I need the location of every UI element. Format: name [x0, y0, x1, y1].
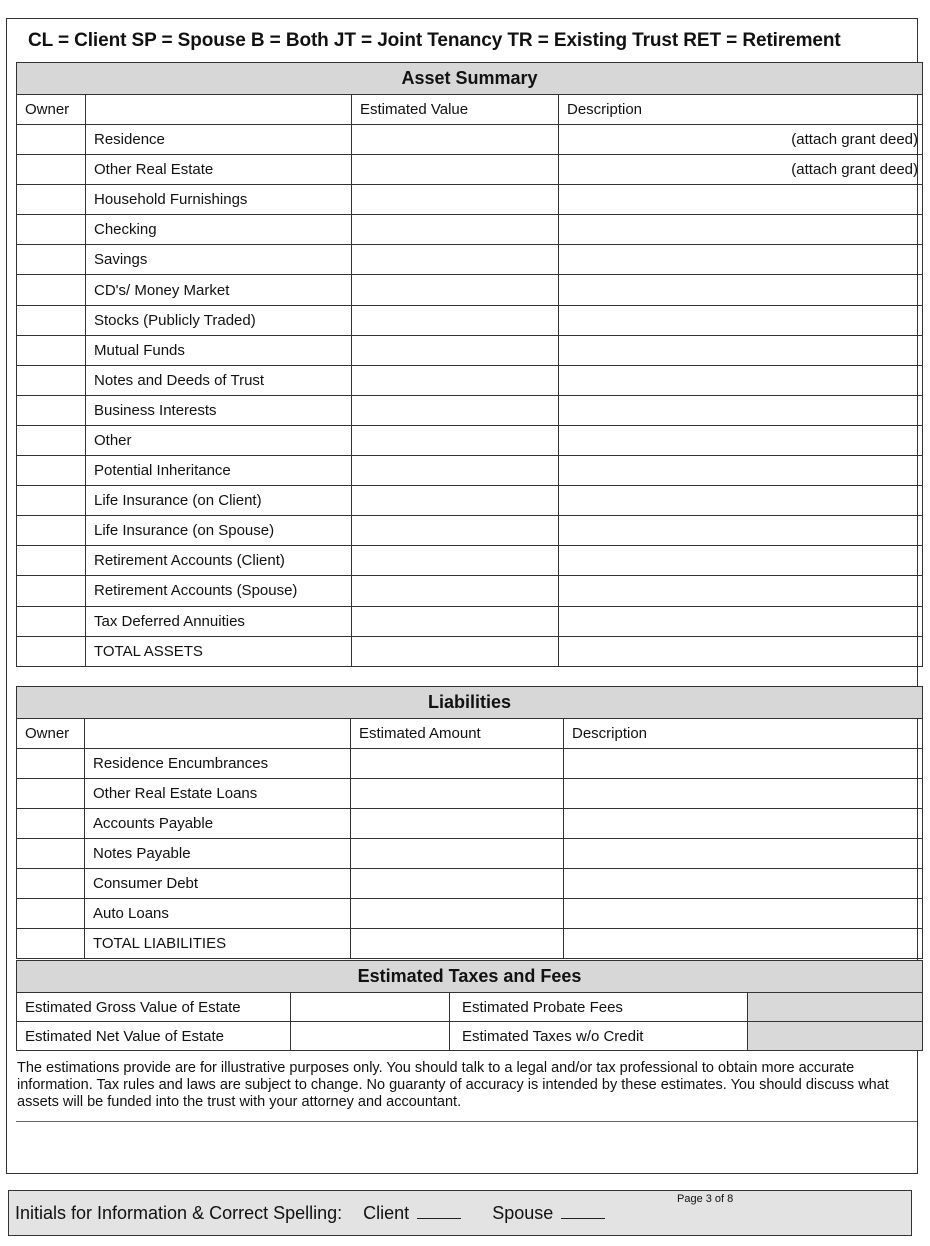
asset-row: [17, 516, 923, 546]
owner-cell[interactable]: [17, 335, 86, 365]
asset-label: Checking: [86, 215, 352, 245]
asset-label: Other: [86, 425, 352, 455]
asset-row: [17, 425, 923, 455]
estimated-value-cell[interactable]: [352, 576, 559, 606]
item-header: [85, 719, 351, 749]
asset-row: [17, 275, 923, 305]
taxes-wo-credit-field[interactable]: [748, 1022, 923, 1051]
estimated-value-cell[interactable]: [352, 185, 559, 215]
asset-label: Other Real Estate: [86, 155, 352, 185]
estimated-amount-cell[interactable]: [351, 869, 564, 899]
estimated-amount-cell[interactable]: [351, 839, 564, 869]
estimated-value-cell[interactable]: [352, 125, 559, 155]
asset-row: [17, 155, 923, 185]
disclaimer-text: The estimations provide are for illustrative purposes only. You should talk to a legal and/or tax professional to obtain more accurate information. Tax rules and laws are subject to change. No guaranty of accuracy is intended by these estimates. You should discuss what assets will be funded into the trust with your attorney and accountant.: [17, 1060, 889, 1110]
divider: [16, 1121, 917, 1122]
asset-row: [17, 486, 923, 516]
owner-cell[interactable]: [17, 365, 86, 395]
estimated-value-cell[interactable]: [352, 456, 559, 486]
asset-summary-table: [16, 62, 923, 667]
description-cell[interactable]: [564, 779, 923, 809]
liability-label: TOTAL LIABILITIES: [85, 929, 351, 959]
asset-row: [17, 636, 923, 666]
liability-label: Other Real Estate Loans: [85, 779, 351, 809]
asset-row: [17, 305, 923, 335]
owner-cell[interactable]: [17, 516, 86, 546]
estimated-amount-cell[interactable]: [351, 899, 564, 929]
description-cell[interactable]: [559, 365, 923, 395]
gross-value-field[interactable]: [291, 993, 450, 1022]
description-cell[interactable]: [559, 636, 923, 666]
owner-cell[interactable]: [17, 809, 85, 839]
owner-cell[interactable]: [17, 636, 86, 666]
estimated-value-cell[interactable]: [352, 215, 559, 245]
estimated-value-cell[interactable]: [352, 365, 559, 395]
description-cell[interactable]: [559, 425, 923, 455]
initials-row: [15, 1203, 605, 1224]
spouse-initials-field[interactable]: [561, 1204, 605, 1219]
description-cell[interactable]: [559, 576, 923, 606]
asset-label: Potential Inheritance: [86, 456, 352, 486]
initials-footer: [8, 1190, 912, 1236]
description-cell[interactable]: [564, 809, 923, 839]
owner-cell[interactable]: [17, 486, 86, 516]
owner-cell[interactable]: [17, 155, 86, 185]
liability-label: Accounts Payable: [85, 809, 351, 839]
owner-cell[interactable]: [17, 395, 86, 425]
liability-row: [17, 869, 923, 899]
asset-row: [17, 185, 923, 215]
estimated-amount-cell[interactable]: [351, 929, 564, 959]
estimated-value-cell[interactable]: [352, 245, 559, 275]
spouse-initials-label: Spouse: [492, 1203, 554, 1223]
asset-row: [17, 125, 923, 155]
asset-label: Savings: [86, 245, 352, 275]
gross-value-label: Estimated Gross Value of Estate: [17, 993, 291, 1022]
description-cell[interactable]: [559, 486, 923, 516]
description-cell[interactable]: [564, 749, 923, 779]
estimated-value-cell[interactable]: [352, 486, 559, 516]
description-header: Description: [559, 95, 923, 125]
probate-fees-label: Estimated Probate Fees: [450, 993, 748, 1022]
owner-cell[interactable]: [17, 245, 86, 275]
owner-legend: CL = Client SP = Spouse B = Both JT = Joint Tenancy TR = Existing Trust RET = Retirement: [28, 30, 841, 51]
description-cell[interactable]: (attach grant deed): [559, 125, 923, 155]
owner-cell[interactable]: [17, 869, 85, 899]
owner-cell[interactable]: [17, 185, 86, 215]
taxes-fees-title: Estimated Taxes and Fees: [17, 961, 923, 993]
owner-cell[interactable]: [17, 275, 86, 305]
asset-row: [17, 576, 923, 606]
initials-label: Initials for Information & Correct Spelling:: [15, 1203, 343, 1223]
description-cell[interactable]: [559, 546, 923, 576]
description-cell[interactable]: [559, 245, 923, 275]
asset-row: [17, 245, 923, 275]
taxes-wo-credit-label: Estimated Taxes w/o Credit: [450, 1022, 748, 1051]
description-cell[interactable]: [559, 335, 923, 365]
owner-cell[interactable]: [17, 606, 86, 636]
asset-row: [17, 365, 923, 395]
description-cell[interactable]: [559, 456, 923, 486]
owner-header: Owner: [17, 95, 86, 125]
estimated-value-cell[interactable]: [352, 275, 559, 305]
owner-cell[interactable]: [17, 125, 86, 155]
asset-row: [17, 395, 923, 425]
estimated-value-cell[interactable]: [352, 395, 559, 425]
owner-cell[interactable]: [17, 576, 86, 606]
asset-label: Residence: [86, 125, 352, 155]
description-cell[interactable]: [559, 275, 923, 305]
estimated-value-header: Estimated Value: [352, 95, 559, 125]
asset-label: Retirement Accounts (Spouse): [86, 576, 352, 606]
liability-row: [17, 899, 923, 929]
estimated-value-cell[interactable]: [352, 606, 559, 636]
estimated-value-cell[interactable]: [352, 636, 559, 666]
description-cell[interactable]: (attach grant deed): [559, 155, 923, 185]
description-cell[interactable]: [559, 516, 923, 546]
item-header: [86, 95, 352, 125]
asset-row: [17, 456, 923, 486]
liabilities-table: [16, 686, 923, 959]
description-cell[interactable]: [564, 869, 923, 899]
probate-fees-field[interactable]: [748, 993, 923, 1022]
liability-label: Notes Payable: [85, 839, 351, 869]
description-cell[interactable]: [559, 185, 923, 215]
description-cell[interactable]: [564, 929, 923, 959]
asset-label: Retirement Accounts (Client): [86, 546, 352, 576]
owner-cell[interactable]: [17, 749, 85, 779]
estimated-value-cell[interactable]: [352, 425, 559, 455]
client-initials-label: Client: [363, 1203, 410, 1223]
owner-cell[interactable]: [17, 425, 86, 455]
estimated-value-cell[interactable]: [352, 335, 559, 365]
taxes-fees-table: [16, 960, 923, 1051]
asset-label: Business Interests: [86, 395, 352, 425]
asset-row: [17, 546, 923, 576]
owner-cell[interactable]: [17, 839, 85, 869]
asset-label: Life Insurance (on Client): [86, 486, 352, 516]
asset-label: Tax Deferred Annuities: [86, 606, 352, 636]
page-number: Page 3 of 8: [677, 1193, 734, 1205]
description-cell[interactable]: [559, 215, 923, 245]
net-value-label: Estimated Net Value of Estate: [17, 1022, 291, 1051]
liability-row: [17, 809, 923, 839]
asset-row: [17, 606, 923, 636]
asset-label: Household Furnishings: [86, 185, 352, 215]
owner-header: Owner: [17, 719, 85, 749]
estimated-value-cell[interactable]: [352, 546, 559, 576]
description-cell[interactable]: [559, 395, 923, 425]
owner-cell[interactable]: [17, 899, 85, 929]
asset-row: [17, 335, 923, 365]
owner-cell[interactable]: [17, 546, 86, 576]
liability-label: Auto Loans: [85, 899, 351, 929]
estimated-amount-cell[interactable]: [351, 749, 564, 779]
asset-label: Life Insurance (on Spouse): [86, 516, 352, 546]
owner-cell[interactable]: [17, 456, 86, 486]
liabilities-title: Liabilities: [17, 687, 923, 719]
estimated-amount-header: Estimated Amount: [351, 719, 564, 749]
owner-cell[interactable]: [17, 779, 85, 809]
estimated-value-cell[interactable]: [352, 305, 559, 335]
liability-row: [17, 929, 923, 959]
estimated-value-cell[interactable]: [352, 516, 559, 546]
net-value-field[interactable]: [291, 1022, 450, 1051]
asset-row: [17, 215, 923, 245]
asset-label: Notes and Deeds of Trust: [86, 365, 352, 395]
description-cell[interactable]: [564, 899, 923, 929]
description-header: Description: [564, 719, 923, 749]
owner-cell[interactable]: [17, 929, 85, 959]
client-initials-field[interactable]: [417, 1204, 461, 1219]
estimated-value-cell[interactable]: [352, 155, 559, 185]
description-cell[interactable]: [559, 606, 923, 636]
asset-label: TOTAL ASSETS: [86, 636, 352, 666]
liability-label: Consumer Debt: [85, 869, 351, 899]
asset-label: Mutual Funds: [86, 335, 352, 365]
asset-summary-title: Asset Summary: [17, 63, 923, 95]
liability-row: [17, 839, 923, 869]
liability-row: [17, 749, 923, 779]
owner-cell[interactable]: [17, 215, 86, 245]
estimated-amount-cell[interactable]: [351, 809, 564, 839]
owner-cell[interactable]: [17, 305, 86, 335]
description-cell[interactable]: [559, 305, 923, 335]
asset-label: CD's/ Money Market: [86, 275, 352, 305]
liability-row: [17, 779, 923, 809]
liability-label: Residence Encumbrances: [85, 749, 351, 779]
description-cell[interactable]: [564, 839, 923, 869]
asset-label: Stocks (Publicly Traded): [86, 305, 352, 335]
estimated-amount-cell[interactable]: [351, 779, 564, 809]
